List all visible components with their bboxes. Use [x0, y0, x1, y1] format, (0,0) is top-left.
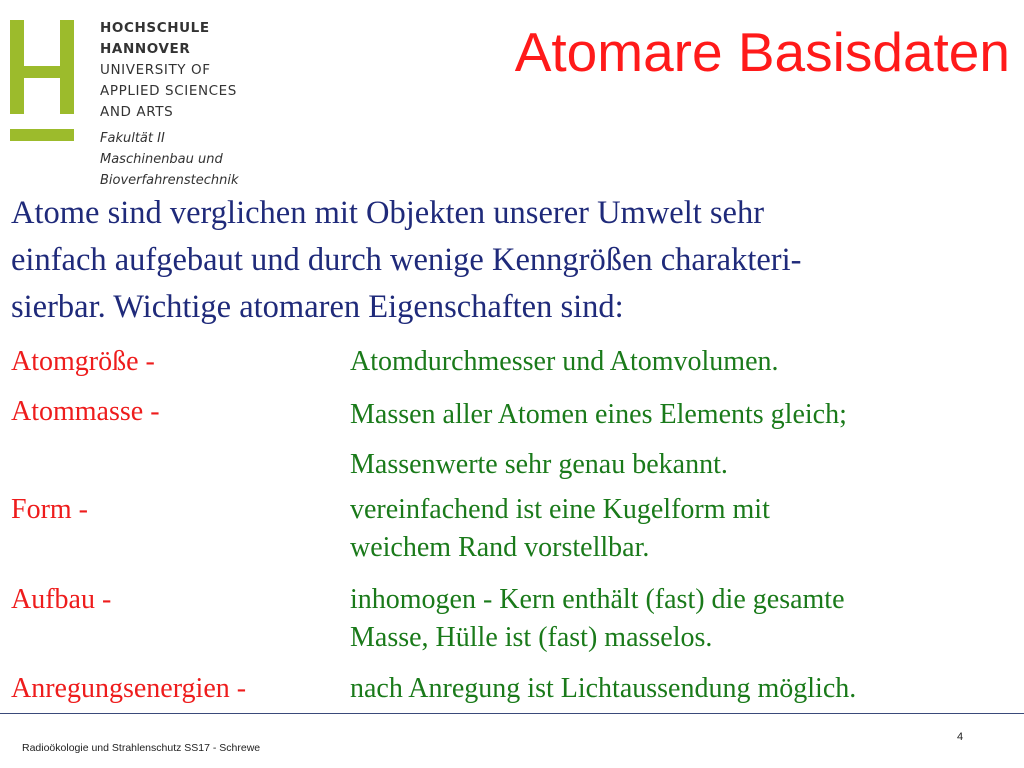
property-term: Atomgröße - — [11, 346, 155, 377]
definition-line: Masse, Hülle ist (fast) masselos. — [350, 622, 713, 653]
university-logo-icon — [10, 20, 76, 148]
university-name-line: UNIVERSITY OF — [100, 62, 211, 78]
property-term: Form - — [11, 494, 88, 525]
faculty-name — [100, 128, 239, 191]
definition-line: nach Anregung ist Lichtaussendung möglich. — [350, 673, 857, 704]
page-number: 4 — [957, 731, 964, 743]
property-definition — [350, 491, 770, 567]
university-name-line: AND ARTS — [100, 104, 174, 120]
university-name-line: HANNOVER — [100, 41, 191, 57]
intro-line: Atome sind verglichen mit Objekten unserer Umwelt sehr — [11, 195, 765, 231]
property-term: Atommasse - — [11, 396, 160, 427]
intro-line: einfach aufgebaut und durch wenige Kenngrößen charakteri- — [11, 242, 802, 278]
definition-line: Massenwerte sehr genau bekannt. — [350, 449, 728, 480]
university-name — [100, 18, 237, 123]
footer-text: Radioökologie und Strahlenschutz SS17 - Schrewe — [22, 742, 261, 754]
intro-paragraph — [11, 190, 1011, 331]
property-term: Anregungsenergien - — [11, 673, 247, 704]
definition-line: inhomogen - Kern enthält (fast) die gesamte — [350, 584, 845, 615]
definition-line: Atomdurchmesser und Atomvolumen. — [350, 346, 779, 377]
faculty-line: Fakultät II — [100, 131, 165, 146]
property-definition — [350, 340, 779, 384]
property-definition — [350, 667, 856, 711]
definition-line: weichem Rand vorstellbar. — [350, 532, 650, 563]
definition-line: vereinfachend ist eine Kugelform mit — [350, 494, 770, 525]
footer-divider — [0, 713, 1024, 714]
university-name-line: HOCHSCHULE — [100, 20, 210, 36]
property-definition — [350, 581, 845, 657]
faculty-line: Maschinenbau und — [100, 152, 223, 167]
faculty-line: Bioverfahrenstechnik — [100, 173, 239, 188]
property-term: Aufbau - — [11, 584, 112, 615]
university-name-line: APPLIED SCIENCES — [100, 83, 237, 99]
intro-line: sierbar. Wichtige atomaren Eigenschaften sind: — [11, 289, 624, 325]
slide-title: Atomare Basisdaten — [514, 21, 1010, 83]
definition-line: Massen aller Atomen eines Elements gleich; — [350, 399, 847, 430]
property-definition — [350, 390, 847, 490]
